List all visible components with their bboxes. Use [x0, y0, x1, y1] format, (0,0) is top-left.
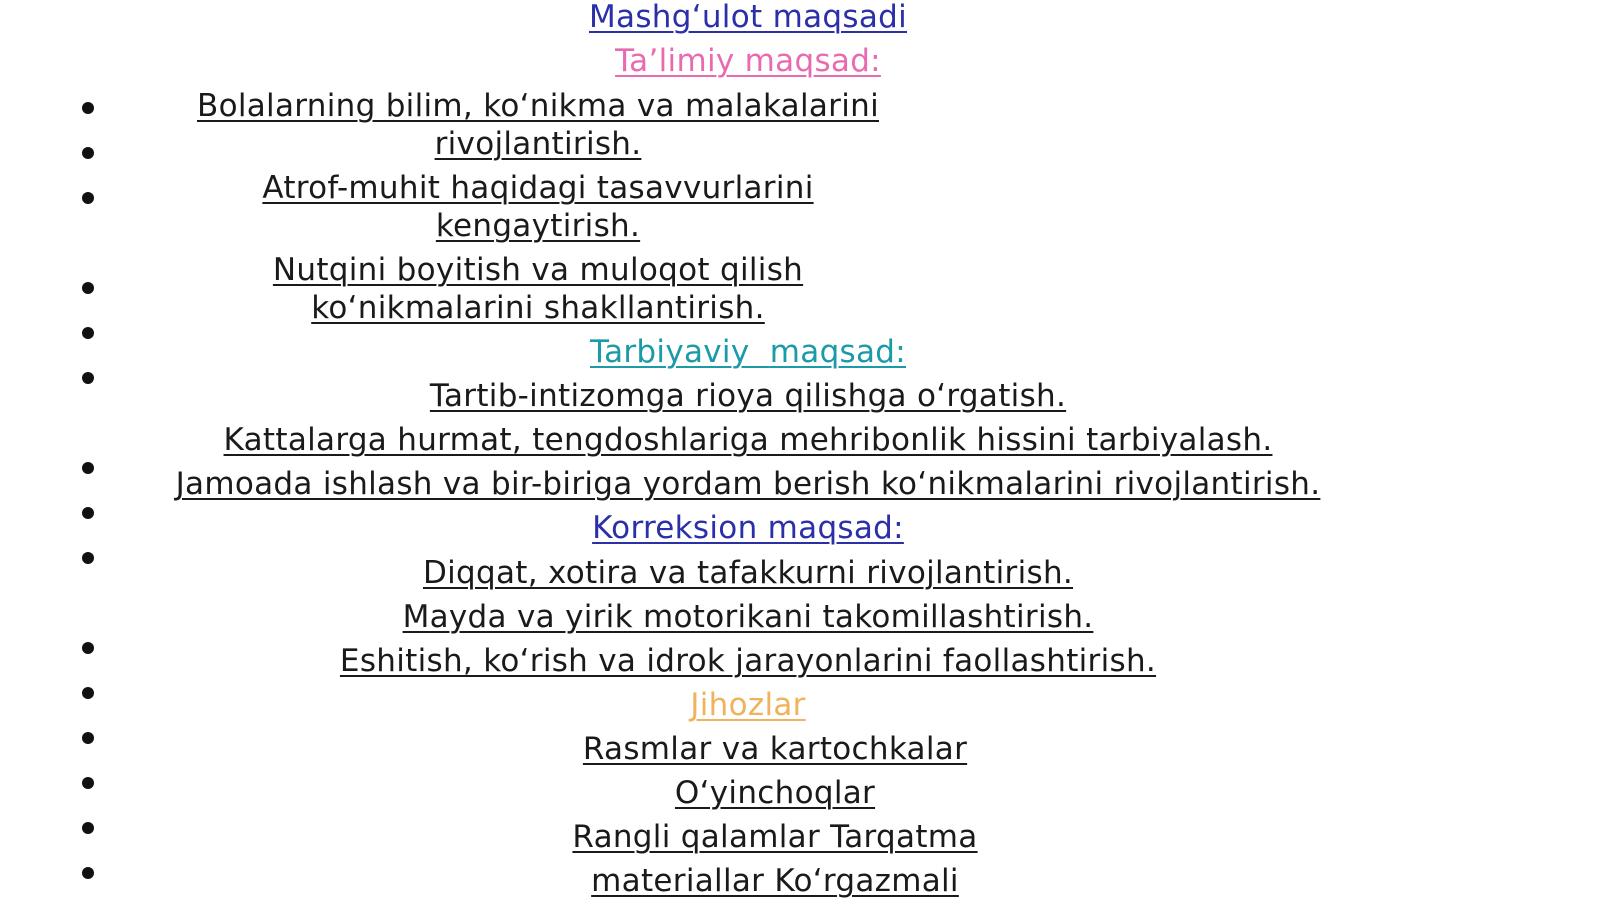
bullet-dot: [82, 867, 94, 879]
slide-title: Mashg‘ulot maqsadi: [588, 0, 908, 35]
equipment-item: Rasmlar va kartochkalar: [582, 731, 968, 767]
correction-item: Eshitish, ko‘rish va idrok jarayonlarini faollashtirish.: [339, 643, 1157, 679]
bullet-dot: [82, 777, 94, 789]
correction-item: Mayda va yirik motorikani takomillashtirish.: [402, 599, 1094, 635]
bullet-dot: [82, 327, 94, 339]
bullet-dot: [82, 102, 94, 114]
equipment-item: materiallar Ko‘rgazmali: [591, 863, 959, 899]
educational-item: kengaytirish.: [435, 208, 641, 244]
educational-item: Bolalarning bilim, ko‘nikma va malakalarini: [197, 88, 879, 124]
upbringing-heading-part1: Tarbiyaviy: [589, 334, 750, 370]
correction-item: Diqqat, xotira va tafakkurni rivojlantirish.: [422, 555, 1074, 591]
bullet-dot: [82, 192, 94, 204]
upbringing-heading-part2: maqsad:: [769, 334, 907, 370]
bullet-dot: [82, 147, 94, 159]
bullet-dot: [82, 507, 94, 519]
upbringing-item: Kattalarga hurmat, tengdoshlariga mehribonlik hissini tarbiyalash.: [223, 422, 1273, 458]
equipment-item: Rangli qalamlar Tarqatma: [572, 819, 978, 855]
bullet-dot: [82, 642, 94, 654]
bullet-dot: [82, 372, 94, 384]
upbringing-item: Tartib-intizomga rioya qilishga o‘rgatish.: [429, 378, 1067, 414]
bullet-dot: [82, 462, 94, 474]
bullet-dot: [82, 552, 94, 564]
correction-heading: Korreksion maqsad:: [592, 510, 904, 546]
bullet-dot: [82, 687, 94, 699]
educational-item: Atrof-muhit haqidagi tasavvurlarini: [262, 170, 814, 206]
educational-item: rivojlantirish.: [434, 126, 642, 162]
bullet-dot: [82, 732, 94, 744]
equipment-item: O‘yinchoqlar: [674, 775, 876, 811]
upbringing-heading: [590, 333, 906, 371]
bullet-dot: [82, 282, 94, 294]
educational-item: Nutqini boyitish va muloqot qilish: [272, 252, 804, 288]
educational-item: ko‘nikmalarini shakllantirish.: [311, 290, 765, 326]
bullet-dot: [82, 822, 94, 834]
upbringing-item: Jamoada ishlash va bir-biriga yordam berish ko‘nikmalarini rivojlantirish.: [175, 466, 1321, 502]
educational-heading: Ta’limiy maqsad:: [615, 43, 881, 79]
equipment-heading: Jihozlar: [690, 687, 806, 723]
